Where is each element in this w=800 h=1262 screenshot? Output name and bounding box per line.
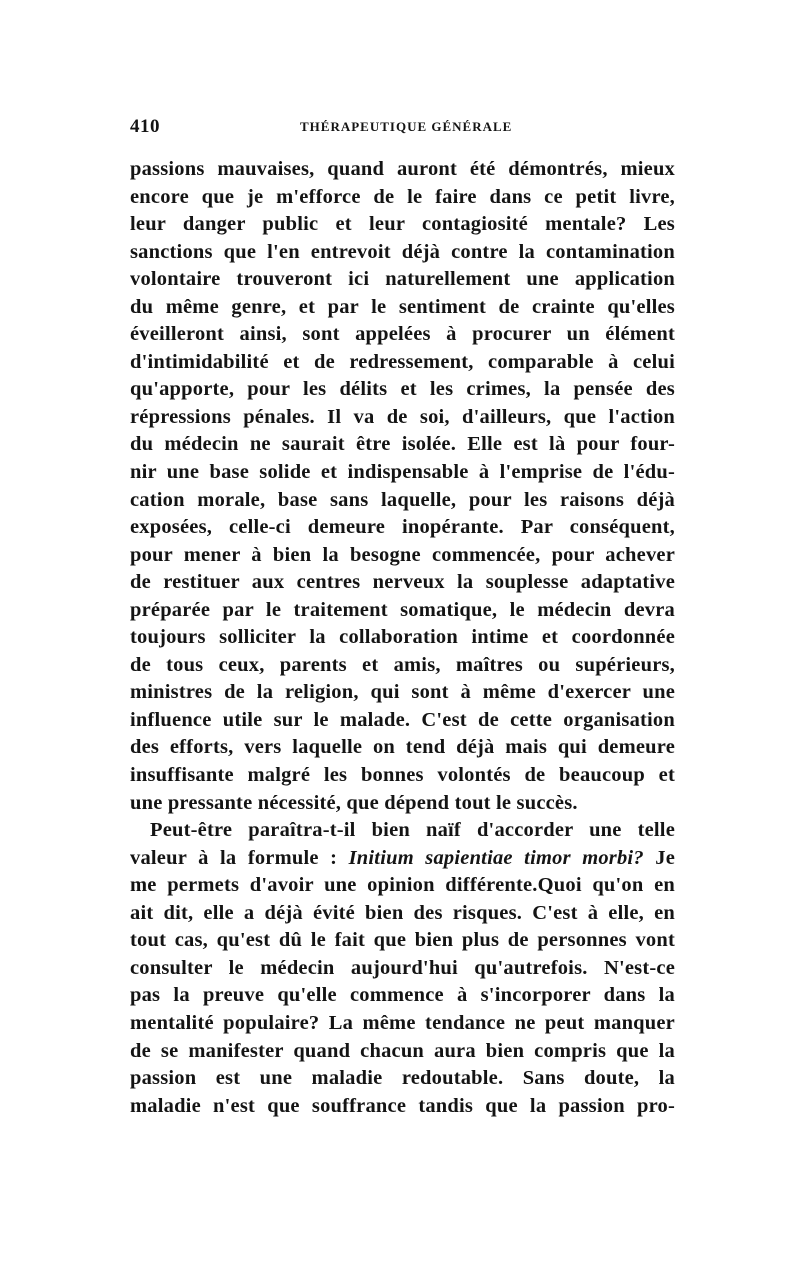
running-title: THÉRAPEUTIQUE GÉNÉRALE: [300, 119, 513, 134]
text-line: volontaire trouveront ici naturellement une application: [130, 268, 675, 291]
text-line: des efforts, vers laquelle on tend déjà mais qui demeure: [130, 736, 675, 759]
text-line: préparée par le traitement somatique, le médecin devra: [130, 598, 675, 621]
text-line: du même genre, et par le sentiment de crainte qu'elles: [130, 295, 675, 318]
text-line: tout cas, qu'est dû le fait que bien plus de personnes vont: [130, 929, 675, 952]
text-fragment: Je: [643, 846, 675, 869]
text-line: mentalité populaire? La même tendance ne peut manquer: [130, 1011, 675, 1034]
page-header: [130, 116, 675, 140]
text-line: éveilleront ainsi, sont appelées à procurer un élément: [130, 323, 675, 346]
paragraph-first-line: Peut-être paraîtra-t-il bien naïf d'accorder une telle: [150, 819, 675, 842]
text-line: influence utile sur le malade. C'est de cette organisation: [130, 708, 675, 731]
text-line: encore que je m'efforce de le faire dans ce petit livre,: [130, 185, 675, 208]
text-line: pour mener à bien la besogne commencée, pour achever: [130, 543, 675, 566]
text-line: cation morale, base sans laquelle, pour les raisons déjà: [130, 488, 675, 511]
text-line: de se manifester quand chacun aura bien compris que la: [130, 1039, 675, 1062]
body-text: [130, 156, 675, 1120]
text-line: maladie n'est que souffrance tandis que la passion pro-: [130, 1094, 675, 1117]
text-line: de restituer aux centres nerveux la souplesse adaptative: [130, 571, 675, 594]
text-line: toujours solliciter la collaboration intime et coordonnée: [130, 626, 675, 649]
text-line: sanctions que l'en entrevoit déjà contre la contamination: [130, 240, 675, 263]
text-line: pas la preuve qu'elle commence à s'incorporer dans la: [130, 984, 675, 1007]
text-line: exposées, celle-ci demeure inopérante. Par conséquent,: [130, 516, 675, 539]
text-line: passions mauvaises, quand auront été démontrés, mieux: [130, 158, 675, 180]
page-number: 410: [130, 116, 160, 137]
text-line: une pressante nécessité, que dépend tout le succès.: [130, 791, 578, 814]
text-fragment: valeur à la formule :: [130, 846, 349, 869]
text-line-with-quote: [130, 845, 675, 873]
text-line: ait dit, elle a déjà évité bien des risques. C'est à elle, en: [130, 901, 675, 924]
text-line: ministres de la religion, qui sont à même d'exercer une: [130, 681, 675, 704]
text-line: qu'apporte, pour les délits et les crimes, la pensée des: [130, 378, 675, 401]
latin-quotation: Initium sapientiae timor morbi?: [348, 846, 644, 869]
text-line: nir une base solide et indispensable à l'emprise de l'édu-: [130, 461, 675, 484]
text-line: leur danger public et leur contagiosité mentale? Les: [130, 213, 675, 236]
text-line: insuffisante malgré les bonnes volontés de beaucoup et: [130, 764, 675, 787]
text-line: passion est une maladie redoutable. Sans doute, la: [130, 1067, 675, 1090]
text-line: d'intimidabilité et de redressement, comparable à celui: [130, 350, 675, 373]
text-line: du médecin ne saurait être isolée. Elle est là pour four-: [130, 433, 675, 456]
text-line: consulter le médecin aujourd'hui qu'autrefois. N'est-ce: [130, 956, 675, 979]
text-line: me permets d'avoir une opinion différente.Quoi qu'on en: [130, 874, 675, 897]
text-line: répressions pénales. Il va de soi, d'ailleurs, que l'action: [130, 405, 675, 428]
text-line: de tous ceux, parents et amis, maîtres ou supérieurs,: [130, 653, 675, 676]
